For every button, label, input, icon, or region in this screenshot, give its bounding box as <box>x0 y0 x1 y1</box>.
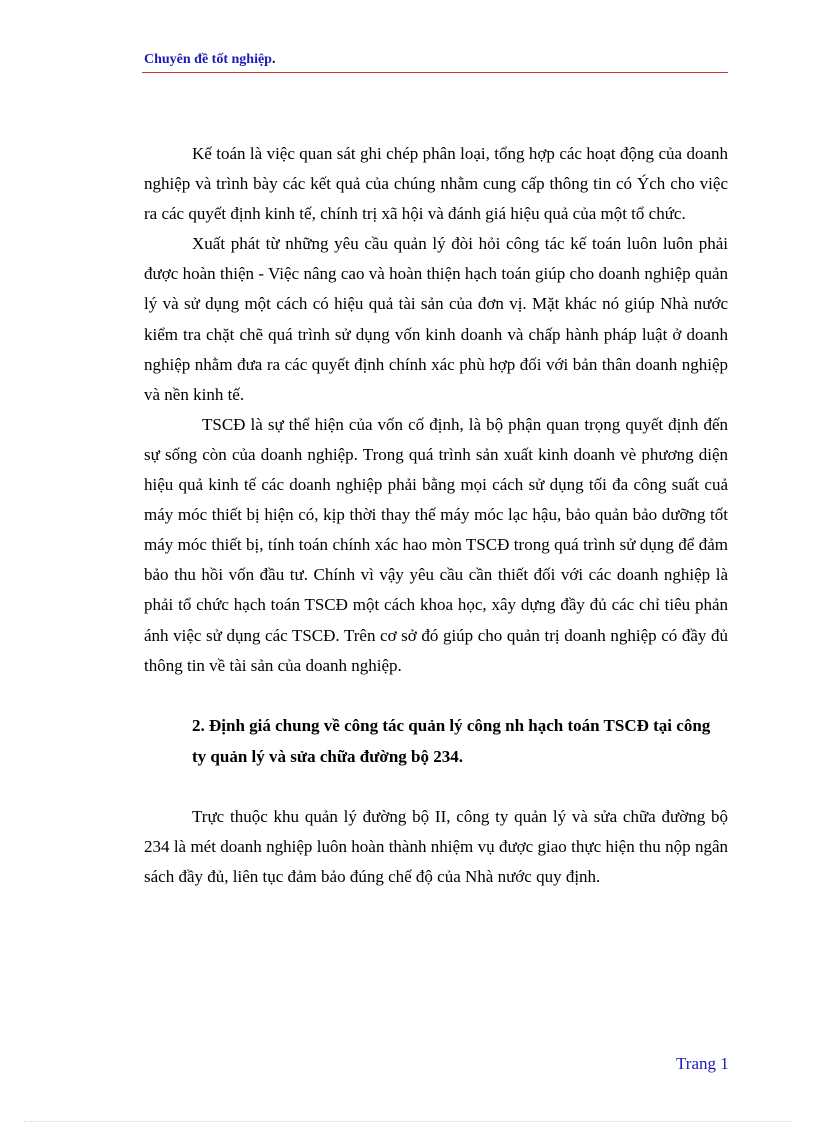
paragraph-requirements: Xuất phát từ những yêu cầu quản lý đòi hỏi công tác kế toán luôn luôn phải được hoàn thiện - Việc nâng cao và hoàn thiện hạch toán giúp cho doanh nghiệp quản lý và sử dụng một cách có hiệu quả tài sản của đơn vị. Mặt khác nó giúp Nhà nước kiểm tra chặt chẽ quá trình sử dụng vốn kinh doanh và chấp hành pháp luật ở doanh nghiệp nhằm đưa ra các quyết định chính xác phù hợp đối với bản thân doanh nghiệp và nền kinh tế. <box>144 234 728 404</box>
page-body <box>144 139 728 892</box>
header-title: Chuyên đề tốt nghiệp <box>144 52 272 67</box>
paragraph-company: Trực thuộc khu quản lý đường bộ II, công ty quản lý và sửa chữa đường bộ 234 là mét doanh nghiệp luôn hoàn thành nhiệm vụ được giao thực hiện thu nộp ngân sách đầy đủ, liên tục đảm bảo đúng chế độ của Nhà nước quy định. <box>144 806 728 886</box>
page-number: Trang 1 <box>676 1054 729 1073</box>
paragraph-intro: Kế toán là việc quan sát ghi chép phân loại, tổng hợp các hoạt động của doanh nghiệp và trình bày các kết quả của chúng nhằm cung cấp thông tin có Ých cho việc ra các quyết định kinh tế, chính trị xã hội và đánh giá hiệu quả của một tổ chức. <box>144 144 728 224</box>
page-bottom-edge <box>24 1121 792 1122</box>
header-rule <box>142 72 728 73</box>
document-header <box>144 52 275 68</box>
header-dot: . <box>271 52 276 67</box>
paragraph-tscd: TSCĐ là sự thể hiện của vốn cố định, là bộ phận quan trọng quyết định đến sự sống còn của doanh nghiệp. Trong quá trình sản xuất kinh doanh vè phương diện hiệu quả kinh tế các doanh nghiệp phải bằng mọi cách sử dụng tối đa công suất cuả máy móc thiết bị hiện có, kịp thời thay thế máy móc lạc hậu, bảo quản bảo dưỡng tốt máy móc thiết bị, tính toán chính xác hao mòn TSCĐ trong quá trình sử dụng để đảm bảo thu hồi vốn đầu tư. Chính vì vậy yêu cầu cần thiết đối với các doanh nghiệp là phải tổ chức hạch toán TSCĐ một cách khoa học, xây dựng đầy đủ các chỉ tiêu phản ánh việc sử dụng các TSCĐ. Trên cơ sở đó giúp cho quản trị doanh nghiệp có đầy đủ thông tin về tài sản của doanh nghiệp. <box>144 414 728 675</box>
section-heading: 2. Định giá chung về công tác quản lý công nh hạch toán TSCĐ tại công ty quản lý và sửa chữa đường bộ 234. <box>192 715 711 766</box>
